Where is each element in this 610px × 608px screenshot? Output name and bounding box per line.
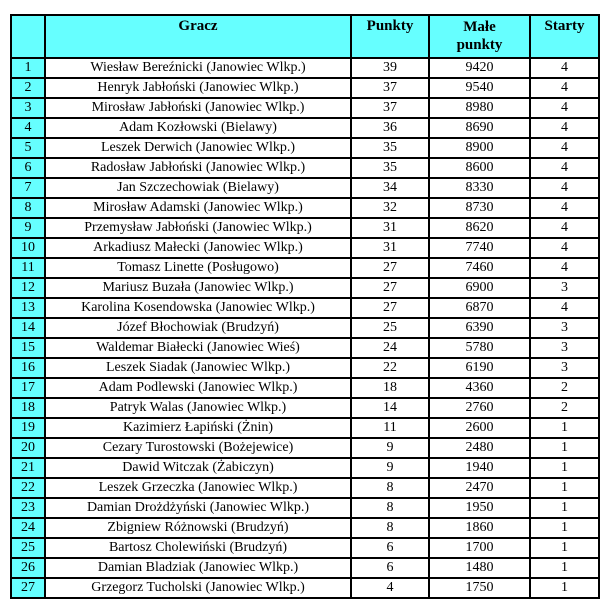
small-points-cell: 6900 — [429, 278, 530, 298]
player-cell: Mirosław Jabłoński (Janowiec Wlkp.) — [45, 98, 351, 118]
table-row — [11, 238, 599, 258]
table-row — [11, 178, 599, 198]
points-cell: 14 — [351, 398, 429, 418]
rank-cell: 15 — [11, 338, 45, 358]
rank-cell: 6 — [11, 158, 45, 178]
rank-cell: 9 — [11, 218, 45, 238]
starts-cell: 3 — [530, 338, 599, 358]
small-points-cell: 6190 — [429, 358, 530, 378]
player-cell: Grzegorz Tucholski (Janowiec Wlkp.) — [45, 578, 351, 598]
rank-cell: 21 — [11, 458, 45, 478]
table-row — [11, 98, 599, 118]
rank-cell: 23 — [11, 498, 45, 518]
points-cell: 27 — [351, 258, 429, 278]
table-row — [11, 538, 599, 558]
rank-cell: 11 — [11, 258, 45, 278]
small-points-cell: 1950 — [429, 498, 530, 518]
points-cell: 35 — [351, 158, 429, 178]
header-starts: Starty — [530, 15, 599, 58]
rank-cell: 17 — [11, 378, 45, 398]
player-cell: Mirosław Adamski (Janowiec Wlkp.) — [45, 198, 351, 218]
rank-cell: 19 — [11, 418, 45, 438]
starts-cell: 3 — [530, 278, 599, 298]
table-row — [11, 398, 599, 418]
table-header — [11, 15, 599, 58]
small-points-cell: 1480 — [429, 558, 530, 578]
points-cell: 8 — [351, 478, 429, 498]
table-row — [11, 358, 599, 378]
small-points-cell: 2760 — [429, 398, 530, 418]
header-points: Punkty — [351, 15, 429, 58]
rank-cell: 8 — [11, 198, 45, 218]
small-points-cell: 6870 — [429, 298, 530, 318]
player-cell: Jan Szczechowiak (Bielawy) — [45, 178, 351, 198]
header-rank — [11, 15, 45, 58]
small-points-cell: 8980 — [429, 98, 530, 118]
points-cell: 22 — [351, 358, 429, 378]
table-row — [11, 298, 599, 318]
table-row — [11, 258, 599, 278]
small-points-cell: 4360 — [429, 378, 530, 398]
player-cell: Adam Podlewski (Janowiec Wlkp.) — [45, 378, 351, 398]
small-points-cell: 6390 — [429, 318, 530, 338]
starts-cell: 4 — [530, 198, 599, 218]
starts-cell: 4 — [530, 58, 599, 78]
rank-cell: 14 — [11, 318, 45, 338]
rank-cell: 12 — [11, 278, 45, 298]
starts-cell: 1 — [530, 498, 599, 518]
starts-cell: 3 — [530, 318, 599, 338]
starts-cell: 1 — [530, 558, 599, 578]
header-player: Gracz — [45, 15, 351, 58]
rank-cell: 16 — [11, 358, 45, 378]
rank-cell: 2 — [11, 78, 45, 98]
starts-cell: 4 — [530, 178, 599, 198]
starts-cell: 1 — [530, 478, 599, 498]
rank-cell: 3 — [11, 98, 45, 118]
starts-cell: 1 — [530, 578, 599, 598]
player-cell: Kazimierz Łapiński (Żnin) — [45, 418, 351, 438]
player-cell: Leszek Derwich (Janowiec Wlkp.) — [45, 138, 351, 158]
results-table — [10, 14, 600, 599]
points-cell: 39 — [351, 58, 429, 78]
small-points-cell: 8600 — [429, 158, 530, 178]
small-points-cell: 9540 — [429, 78, 530, 98]
player-cell: Zbigniew Różnowski (Brudzyń) — [45, 518, 351, 538]
table-row — [11, 378, 599, 398]
table-row — [11, 78, 599, 98]
table-row — [11, 218, 599, 238]
player-cell: Damian Bladziak (Janowiec Wlkp.) — [45, 558, 351, 578]
table-body — [11, 58, 599, 598]
starts-cell: 4 — [530, 158, 599, 178]
rank-cell: 18 — [11, 398, 45, 418]
rank-cell: 20 — [11, 438, 45, 458]
small-points-cell: 2480 — [429, 438, 530, 458]
table-row — [11, 198, 599, 218]
small-points-cell: 1940 — [429, 458, 530, 478]
small-points-cell: 8330 — [429, 178, 530, 198]
player-cell: Dawid Witczak (Żabiczyn) — [45, 458, 351, 478]
rank-cell: 5 — [11, 138, 45, 158]
starts-cell: 4 — [530, 138, 599, 158]
points-cell: 31 — [351, 238, 429, 258]
player-cell: Tomasz Linette (Posługowo) — [45, 258, 351, 278]
starts-cell: 4 — [530, 238, 599, 258]
table-row — [11, 458, 599, 478]
player-cell: Henryk Jabłoński (Janowiec Wlkp.) — [45, 78, 351, 98]
player-cell: Leszek Grzeczka (Janowiec Wlkp.) — [45, 478, 351, 498]
points-cell: 27 — [351, 298, 429, 318]
starts-cell: 1 — [530, 438, 599, 458]
points-cell: 8 — [351, 498, 429, 518]
table-row — [11, 478, 599, 498]
points-cell: 24 — [351, 338, 429, 358]
small-points-cell: 8730 — [429, 198, 530, 218]
table-row — [11, 558, 599, 578]
table-row — [11, 58, 599, 78]
points-cell: 36 — [351, 118, 429, 138]
small-points-cell: 1700 — [429, 538, 530, 558]
rank-cell: 4 — [11, 118, 45, 138]
table-row — [11, 318, 599, 338]
small-points-cell: 8620 — [429, 218, 530, 238]
points-cell: 6 — [351, 558, 429, 578]
player-cell: Przemysław Jabłoński (Janowiec Wlkp.) — [45, 218, 351, 238]
table-row — [11, 518, 599, 538]
starts-cell: 4 — [530, 218, 599, 238]
small-points-cell: 1750 — [429, 578, 530, 598]
rank-cell: 27 — [11, 578, 45, 598]
player-cell: Radosław Jabłoński (Janowiec Wlkp.) — [45, 158, 351, 178]
starts-cell: 4 — [530, 118, 599, 138]
small-points-cell: 8900 — [429, 138, 530, 158]
starts-cell: 4 — [530, 78, 599, 98]
player-cell: Bartosz Cholewiński (Brudzyń) — [45, 538, 351, 558]
rank-cell: 10 — [11, 238, 45, 258]
starts-cell: 3 — [530, 358, 599, 378]
small-points-cell: 2470 — [429, 478, 530, 498]
player-cell: Patryk Walas (Janowiec Wlkp.) — [45, 398, 351, 418]
starts-cell: 1 — [530, 418, 599, 438]
rank-cell: 26 — [11, 558, 45, 578]
starts-cell: 1 — [530, 518, 599, 538]
player-cell: Waldemar Białecki (Janowiec Wieś) — [45, 338, 351, 358]
small-points-cell: 2600 — [429, 418, 530, 438]
player-cell: Karolina Kosendowska (Janowiec Wlkp.) — [45, 298, 351, 318]
points-cell: 9 — [351, 458, 429, 478]
rank-cell: 25 — [11, 538, 45, 558]
starts-cell: 1 — [530, 538, 599, 558]
points-cell: 6 — [351, 538, 429, 558]
points-cell: 35 — [351, 138, 429, 158]
points-cell: 4 — [351, 578, 429, 598]
points-cell: 34 — [351, 178, 429, 198]
small-points-cell: 9420 — [429, 58, 530, 78]
small-points-cell: 7740 — [429, 238, 530, 258]
small-points-cell: 7460 — [429, 258, 530, 278]
starts-cell: 4 — [530, 298, 599, 318]
rank-cell: 7 — [11, 178, 45, 198]
table-row — [11, 118, 599, 138]
points-cell: 9 — [351, 438, 429, 458]
table-row — [11, 338, 599, 358]
starts-cell: 4 — [530, 258, 599, 278]
header-small-points — [429, 15, 530, 58]
small-points-cell: 1860 — [429, 518, 530, 538]
player-cell: Wiesław Bereźnicki (Janowiec Wlkp.) — [45, 58, 351, 78]
rank-cell: 13 — [11, 298, 45, 318]
points-cell: 37 — [351, 98, 429, 118]
table-row — [11, 138, 599, 158]
points-cell: 27 — [351, 278, 429, 298]
points-cell: 8 — [351, 518, 429, 538]
small-points-cell: 5780 — [429, 338, 530, 358]
points-cell: 32 — [351, 198, 429, 218]
points-cell: 11 — [351, 418, 429, 438]
points-cell: 31 — [351, 218, 429, 238]
rank-cell: 22 — [11, 478, 45, 498]
table-row — [11, 498, 599, 518]
player-cell: Mariusz Buzała (Janowiec Wlkp.) — [45, 278, 351, 298]
header-row — [11, 15, 599, 58]
player-cell: Adam Kozłowski (Bielawy) — [45, 118, 351, 138]
table-row — [11, 278, 599, 298]
starts-cell: 2 — [530, 398, 599, 418]
starts-cell: 4 — [530, 98, 599, 118]
player-cell: Damian Drożdżyński (Janowiec Wlkp.) — [45, 498, 351, 518]
player-cell: Arkadiusz Małecki (Janowiec Wlkp.) — [45, 238, 351, 258]
player-cell: Leszek Siadak (Janowiec Wlkp.) — [45, 358, 351, 378]
player-cell: Józef Błochowiak (Brudzyń) — [45, 318, 351, 338]
table-row — [11, 158, 599, 178]
rank-cell: 24 — [11, 518, 45, 538]
table-row — [11, 438, 599, 458]
rank-cell: 1 — [11, 58, 45, 78]
starts-cell: 1 — [530, 458, 599, 478]
points-cell: 37 — [351, 78, 429, 98]
table-row — [11, 578, 599, 598]
points-cell: 25 — [351, 318, 429, 338]
starts-cell: 2 — [530, 378, 599, 398]
small-points-cell: 8690 — [429, 118, 530, 138]
player-cell: Cezary Turostowski (Bożejewice) — [45, 438, 351, 458]
header-small-points-label: Małe punkty — [456, 19, 503, 53]
points-cell: 18 — [351, 378, 429, 398]
table-row — [11, 418, 599, 438]
